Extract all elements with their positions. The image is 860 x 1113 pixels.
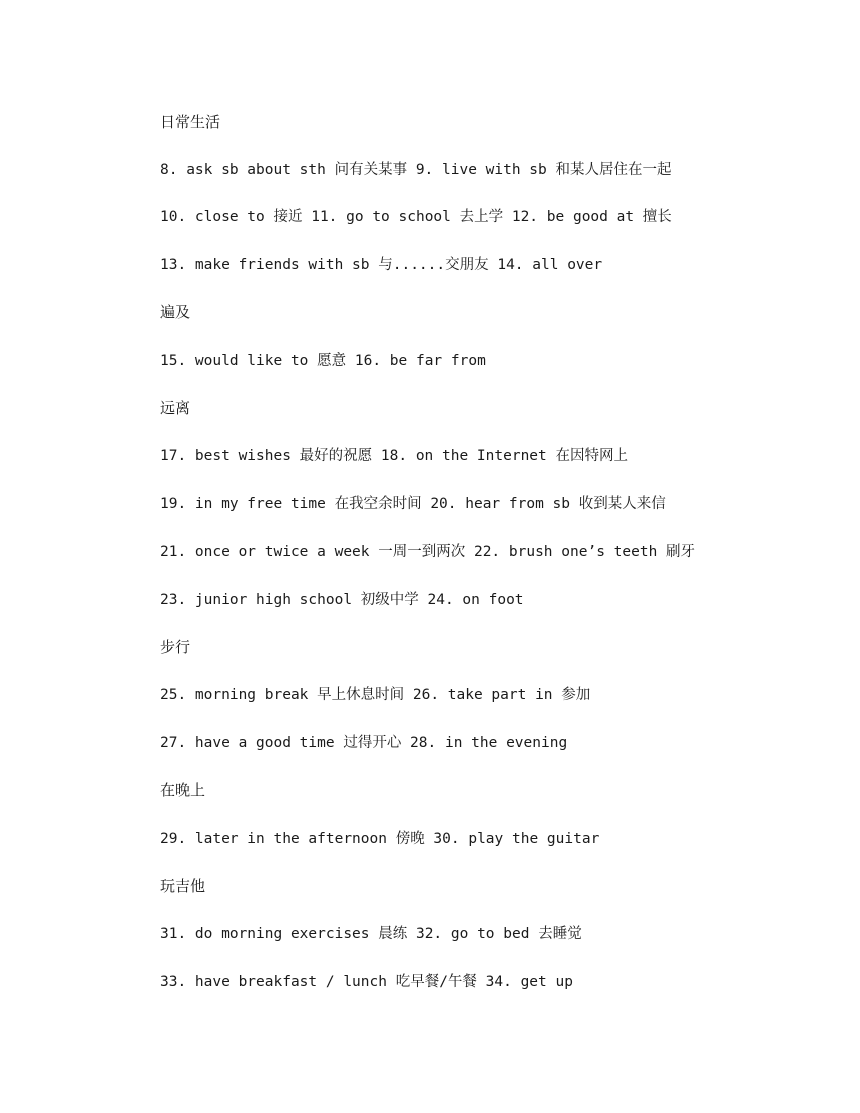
phrase-meaning-line: 步行 [160,638,191,656]
phrase-meaning-line: 在晚上 [160,781,206,799]
section-heading: 日常生活 [160,113,221,131]
phrase-line: 17. best wishes 最好的祝愿 18. on the Internet 在因特网上 [160,448,628,464]
phrase-line: 29. later in the afternoon 傍晚 30. play the guitar [160,831,600,847]
phrase-meaning-line: 玩吉他 [160,877,206,895]
phrase-line: 31. do morning exercises 晨练 32. go to bed 去睡觉 [160,926,582,942]
phrase-line: 21. once or twice a week 一周一到两次 22. brush one’s teeth 刷牙 [160,544,696,560]
phrase-line: 19. in my free time 在我空余时间 20. hear from sb 收到某人来信 [160,496,666,512]
phrase-line: 13. make friends with sb 与......交朋友 14. all over [160,257,603,273]
phrase-line: 27. have a good time 过得开心 28. in the evening [160,735,568,751]
phrase-meaning-line: 遍及 [160,303,191,321]
phrase-line: 23. junior high school 初级中学 24. on foot [160,592,524,608]
phrase-meaning-line: 远离 [160,399,191,417]
phrase-line: 33. have breakfast / lunch 吃早餐/午餐 34. get up [160,974,573,990]
phrase-line: 15. would like to 愿意 16. be far from [160,353,486,369]
phrase-line: 8. ask sb about sth 问有关某事 9. live with sb 和某人居住在一起 [160,162,672,178]
phrase-line: 25. morning break 早上休息时间 26. take part in 参加 [160,687,591,703]
phrase-line: 10. close to 接近 11. go to school 去上学 12. be good at 擅长 [160,209,672,225]
